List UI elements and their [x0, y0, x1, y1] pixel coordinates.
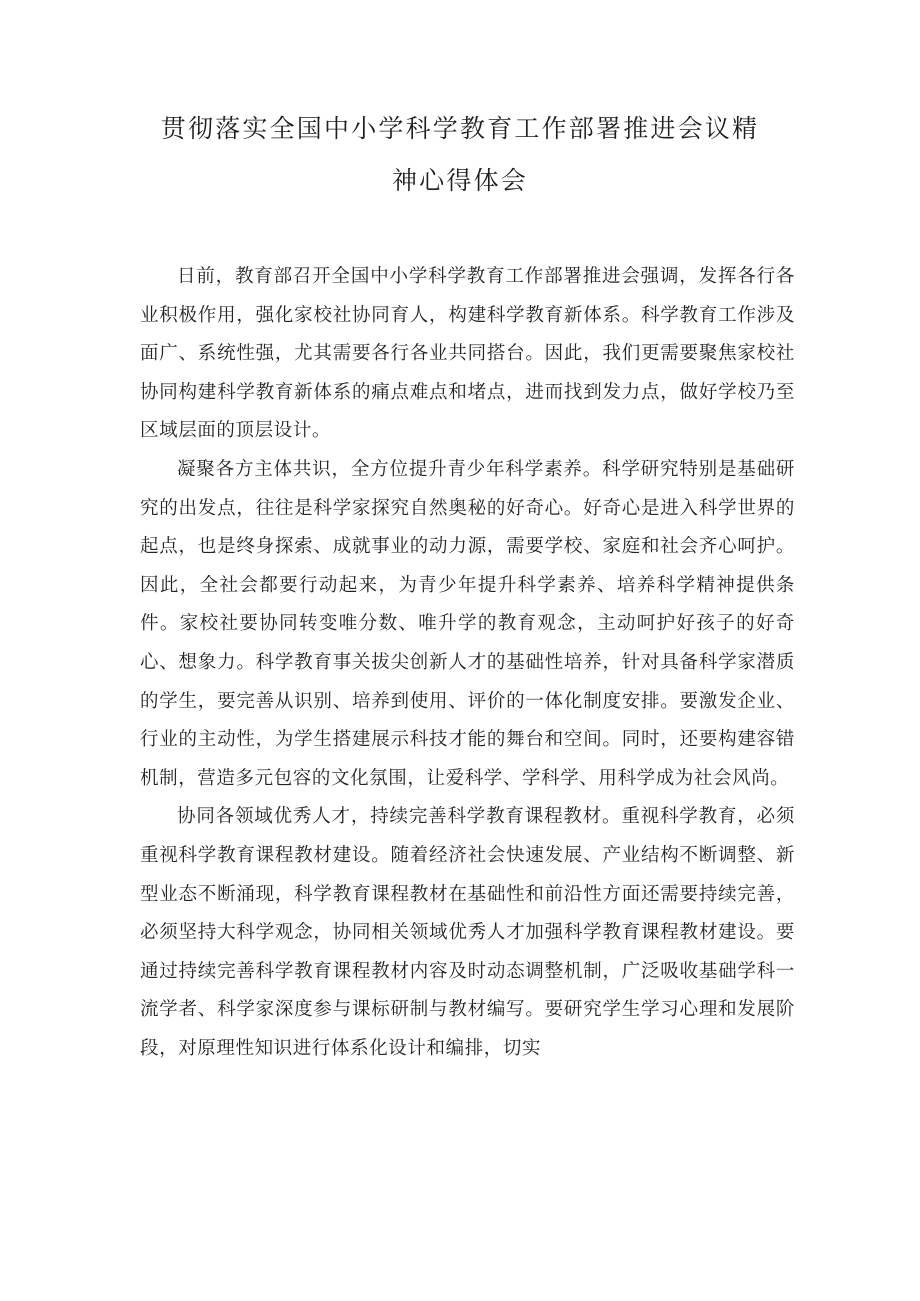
paragraph-2: 凝聚各方主体共识，全方位提升青少年科学素养。科学研究特别是基础研究的出发点，往往是科学家探究自然奥秘的好奇心。好奇心是进入科学世界的起点，也是终身探索、成就事业的动力源，需要学校、家庭和社会齐心呵护。因此，全社会都要行动起来，为青少年提升科学素养、培养科学精神提供条件。家校社要协同转变唯分数、唯升学的教育观念，主动呵护好孩子的好奇心、想象力。科学教育事关拔尖创新人才的基础性培养，针对具备科学家潜质的学生，要完善从识别、培养到使用、评价的一体化制度安排。要激发企业、行业的主动性，为学生搭建展示科技才能的舞台和空间。同时，还要构建容错机制，营造多元包容的文化氛围，让爱科学、学科学、用科学成为社会风尚。	[140, 458, 795, 789]
paragraph-3: 协同各领域优秀人才，持续完善科学教育课程教材。重视科学教育，必须重视科学教育课程教材建设。随着经济社会快速发展、产业结构不断调整、新型业态不断涌现，科学教育课程教材在基础性和前沿性方面还需要持续完善，必须坚持大科学观念，协同相关领域优秀人才加强科学教育课程教材建设。要通过持续完善科学教育课程教材内容及时动态调整机制，广泛吸收基础学科一流学者、科学家深度参与课标研制与教材编写。要研究学生学习心理和发展阶段，对原理性知识进行体系化设计和编排，切实	[140, 806, 795, 1059]
paragraph-1: 日前，教育部召开全国中小学科学教育工作部署推进会强调，发挥各行各业积极作用，强化家校社协同育人，构建科学教育新体系。科学教育工作涉及面广、系统性强，尤其需要各行各业共同搭台。因此，我们更需要聚焦家校社协同构建科学教育新体系的痛点难点和堵点，进而找到发力点，做好学校乃至区域层面的顶层设计。	[140, 266, 795, 442]
document-title-line-1: 贯彻落实全国中小学科学教育工作部署推进会议精	[160, 114, 760, 143]
document-body	[140, 258, 795, 1068]
document-title-line-2: 神心得体会	[391, 166, 528, 195]
